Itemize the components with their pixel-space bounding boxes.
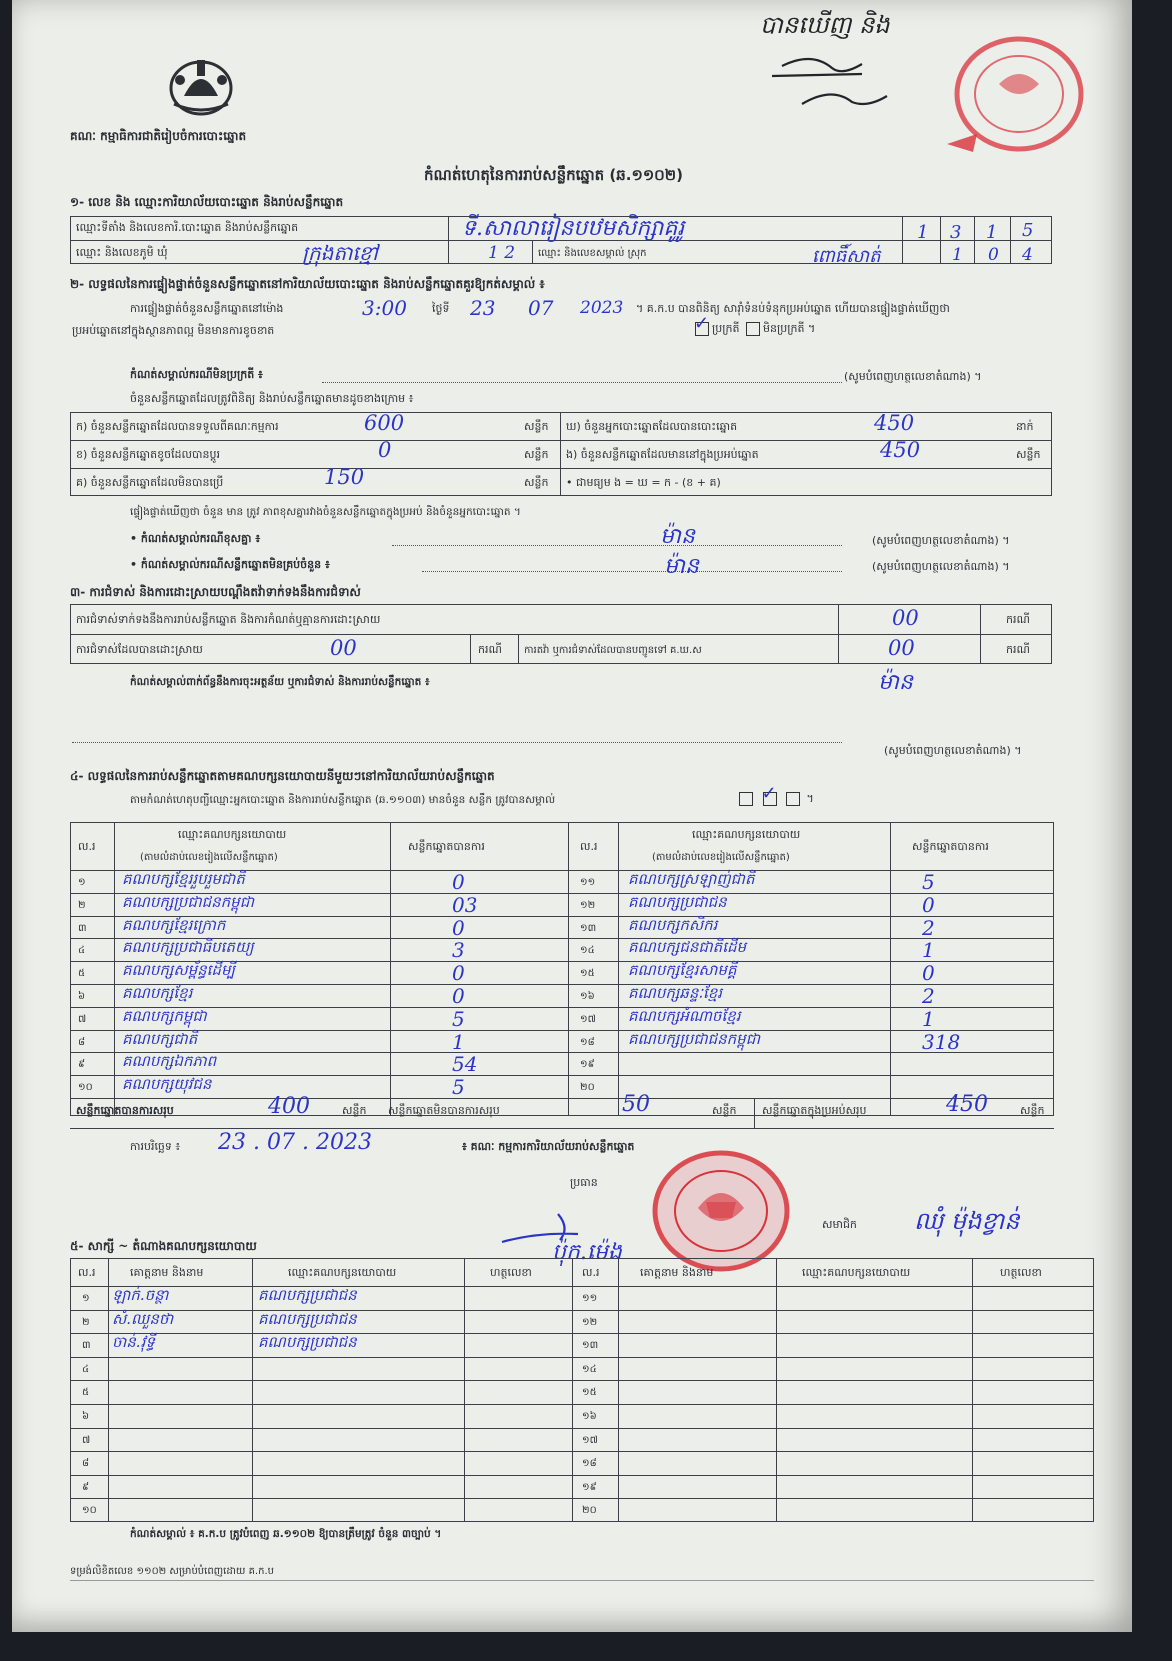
district-code-2: 0 bbox=[988, 245, 999, 265]
shortage-signature: ម៉ាន bbox=[664, 554, 699, 579]
result-row-number: ១ bbox=[78, 877, 86, 888]
result-vote-count: 1 bbox=[452, 1029, 465, 1054]
result-vote-count: 0 bbox=[922, 961, 935, 986]
result-row-number: ១២ bbox=[580, 899, 596, 911]
result-vote-count: 2 bbox=[922, 915, 935, 940]
result-party-name: គណបក្សយុវជន bbox=[122, 1075, 212, 1094]
witness-row-number: ៤ bbox=[82, 1363, 90, 1375]
unit-label: សន្លឹក bbox=[1016, 448, 1041, 461]
chair-label: ប្រធាន bbox=[570, 1176, 598, 1189]
resolved-label: ការជំទាស់ដែលបានដោះស្រាយ bbox=[76, 643, 203, 656]
result-vote-count: 1 bbox=[922, 1006, 935, 1031]
witness-row-number: ៧ bbox=[82, 1434, 91, 1446]
verify-text-a: ការផ្ទៀងផ្ទាត់ចំនួនសន្លឹកឆ្នោតនៅម៉ោង bbox=[130, 302, 284, 315]
witness-row-number: ១៨ bbox=[582, 1458, 597, 1470]
date-label: ការបរិច្ឆេទ ៖ bbox=[130, 1140, 181, 1153]
counts-intro: ចំនួនសន្លឹកឆ្នោតដែលត្រូវពិនិត្យ និងរាប់សន្លឹកឆ្នោតមានដូចខាងក្រោម ៖ bbox=[130, 392, 414, 405]
shortage-reason-label: • កំណត់សម្គាល់ករណីសន្លឹកឆ្នោតមិនគ្រប់ចំនួន ៖ bbox=[130, 558, 330, 571]
form-footer: ទម្រង់លិខិតលេខ ១១០២ សម្រាប់បំពេញដោយ គ.ក.ប bbox=[70, 1566, 274, 1577]
commune-label: ឈ្មោះ និងលេខភូមិ ឃុំ bbox=[76, 246, 168, 259]
result-vote-count: 0 bbox=[452, 984, 465, 1008]
result-vote-count: 3 bbox=[452, 938, 465, 963]
verify-day: 23 bbox=[470, 296, 496, 320]
shortage-sign-note: (សូមបំពេញហត្ថលេខាតំណាង) ។ bbox=[872, 560, 1010, 573]
verify-month: 07 bbox=[528, 296, 554, 320]
result-party-name: គណបក្សប្រជាជន bbox=[628, 892, 727, 911]
unit-label: សន្លឹក bbox=[524, 420, 549, 433]
member-signature: ឈុំ ម៉ុងខ្វាន់ bbox=[914, 1207, 1020, 1235]
verify-text-d: ប្រអប់ឆ្នោតនៅក្នុងស្ថានភាពល្អ មិនមានការខូចខាត bbox=[72, 324, 275, 337]
forwarded-value: 00 bbox=[888, 636, 915, 660]
witness-col-party: ឈ្មោះគណបក្សនយោបាយ bbox=[802, 1266, 911, 1279]
witness-col-sign: ហត្ថលេខា bbox=[490, 1266, 532, 1279]
section-3-heading: ៣- ការជំទាស់ និងការដោះស្រាយបណ្តឹងតវ៉ាទាក់ទងនឹងការជំទាស់ bbox=[70, 585, 361, 599]
results-col-no: ល.រ bbox=[78, 840, 96, 853]
result-row-number: ១៧ bbox=[580, 1013, 596, 1025]
unit-label: សន្លឹក bbox=[712, 1104, 737, 1117]
witness-row-number: ៥ bbox=[82, 1387, 90, 1399]
section-3-note-label: កំណត់សម្គាល់ពាក់ព័ន្ធនឹងការចុះអត្ថន័យ ឬការជំទាស់ និងការរាប់សន្លឹកឆ្នោត ៖ bbox=[130, 676, 430, 688]
in-box-value: 450 bbox=[880, 438, 921, 462]
section-4-intro: តាមកំណត់ហេតុបញ្ជីឈ្មោះអ្នកបោះឆ្នោត និងការរាប់សន្លឹកឆ្នោត (ឆ.១១០៣) មានចំនួន សន្លឹក ត្រូវបានសម្គាល់ bbox=[130, 794, 556, 806]
district-code-3: 4 bbox=[1022, 245, 1033, 265]
result-party-name: គណបក្សជាតិ bbox=[122, 1029, 198, 1048]
commune-code: 1 2 bbox=[488, 243, 516, 263]
normal-option-label: ប្រក្រតី bbox=[712, 322, 740, 335]
reason-label: កំណត់សម្គាល់ករណីមិនប្រក្រតី ៖ bbox=[130, 368, 263, 381]
org-name: គណៈ កម្មាធិការជាតិរៀបចំការបោះឆ្នោត bbox=[70, 129, 247, 143]
result-row-number: ១៩ bbox=[580, 1059, 595, 1071]
document-sheet bbox=[12, 0, 1132, 1632]
official-stamp-bottom bbox=[648, 1148, 794, 1274]
forwarded-label: ការតវ៉ា ឬការជំទាស់ដែលបានបញ្ជូនទៅ គ.ឃ.ស bbox=[524, 645, 702, 656]
result-party-name: គណបក្សស្រឡាញ់ជាតិ bbox=[628, 870, 755, 888]
result-vote-count: 5 bbox=[452, 1006, 465, 1031]
member-label: សមាជិក bbox=[822, 1218, 857, 1231]
result-row-number: ១៣ bbox=[580, 922, 597, 934]
result-party-name: គណបក្សឯកភាព bbox=[122, 1052, 217, 1071]
results-col-votes: សន្លឹកឆ្នោតបានការ bbox=[912, 840, 989, 853]
result-row-number: ១៤ bbox=[580, 945, 595, 957]
result-party-name: គណបក្សសម្ព័ន្ធដើម្បី bbox=[122, 961, 235, 980]
unused-label: គ) ចំនួនសន្លឹកឆ្នោតដែលមិនបានប្រើ bbox=[76, 476, 224, 489]
witness-col-no: ល.រ bbox=[78, 1266, 96, 1279]
reason-sign-note: (សូមបំពេញហត្ថលេខាតំណាង) ។ bbox=[844, 370, 982, 383]
result-party-name: គណបក្សខ្មែរសាមគ្គី bbox=[628, 961, 737, 980]
district-value: ពោធិ៍សាត់ bbox=[812, 246, 881, 267]
witness-row-number: ១៧ bbox=[582, 1434, 598, 1446]
received-value: 600 bbox=[364, 411, 405, 435]
unit-label: នាក់ bbox=[1016, 420, 1034, 433]
witness-row-number: ៣ bbox=[82, 1340, 91, 1352]
result-vote-count: 1 bbox=[922, 938, 935, 963]
witness-party: គណបក្សប្រជាជន bbox=[258, 1309, 357, 1328]
result-vote-count: 5 bbox=[922, 870, 935, 894]
result-party-name: គណបក្សខ្មែរ bbox=[122, 984, 193, 1002]
result-row-number: ១៥ bbox=[580, 968, 595, 980]
section-3-signature: ម៉ាន bbox=[878, 670, 913, 695]
valid-check-boxes: ✓ ។ bbox=[736, 792, 814, 808]
witness-name: សំ.ឈួនថា bbox=[112, 1309, 174, 1328]
section-3-sign-note: (សូមបំពេញហត្ថលេខាតំណាង) ។ bbox=[884, 744, 1022, 757]
result-vote-count: 0 bbox=[452, 870, 465, 894]
commune-value: ក្រុងតាខ្មៅ bbox=[302, 241, 378, 265]
witness-name: ចាន់.វុទ្ធី bbox=[112, 1333, 155, 1352]
witness-row-number: ១៤ bbox=[582, 1363, 597, 1375]
result-row-number: ៣ bbox=[78, 922, 87, 934]
result-party-name: គណបក្សប្រជាជនកម្ពុជា bbox=[122, 892, 254, 911]
total-box-label: សន្លឹកឆ្នោតក្នុងប្រអប់សរុប bbox=[762, 1104, 867, 1117]
verify-time: 3:00 bbox=[362, 296, 407, 320]
result-vote-count: 318 bbox=[922, 1029, 961, 1054]
district-code-1: 1 bbox=[952, 245, 963, 265]
result-row-number: ២ bbox=[78, 899, 86, 911]
witness-row-number: ១ bbox=[82, 1293, 90, 1304]
section-2-heading: ២- លទ្ធផលនៃការផ្ទៀងផ្ទាត់ចំនួនសន្លឹកឆ្នោតនៅការិយាល័យបោះឆ្នោត និងរាប់សន្លឹកឆ្នោតគួរឱ្យកត់សម្គាល់ ៖ bbox=[70, 277, 545, 291]
station-code-2: 3 bbox=[950, 222, 962, 243]
results-col-votes: សន្លឹកឆ្នោតបានការ bbox=[408, 840, 485, 853]
official-stamp-top bbox=[947, 34, 1089, 156]
top-handwritten-note: បានឃើញ និង bbox=[760, 11, 890, 39]
result-vote-count: 0 bbox=[452, 915, 465, 940]
box-condition-yes: ✓ ប្រក្រតី មិនប្រក្រតី ។ bbox=[694, 313, 816, 335]
witness-col-name: គោត្តនាម និងនាម bbox=[130, 1266, 204, 1279]
total-valid-value: 400 bbox=[268, 1094, 310, 1119]
witness-row-number: ១៩ bbox=[582, 1481, 597, 1493]
result-row-number: ១១ bbox=[580, 877, 596, 888]
result-vote-count: 0 bbox=[922, 892, 935, 917]
date-value: 23 . 07 . 2023 bbox=[218, 1130, 372, 1155]
total-valid-label: សន្លឹកឆ្នោតបានការសរុប bbox=[76, 1104, 174, 1117]
results-col-party-sub: (តាមលំដាប់លេខរៀងលើសន្លឹកឆ្នោត) bbox=[140, 852, 278, 863]
witness-col-name: គោត្តនាម និងនាម bbox=[640, 1266, 714, 1279]
witness-row-number: ៦ bbox=[82, 1411, 90, 1422]
witness-col-sign: ហត្ថលេខា bbox=[1000, 1266, 1042, 1279]
verify-text-c: ។ គ.ក.ប បានពិនិត្យ សារ៉ាំទំនប់ទំនុកប្រអប់ឆ្នោត ហើយបានផ្ទៀងផ្ទាត់ឃើញថា bbox=[636, 302, 950, 315]
committee-label: ៖ គណៈ កម្មការការិយាល័យរាប់សន្លឹកឆ្នោត bbox=[462, 1140, 635, 1153]
chair-signature: ប៉ុក.ម៉េង bbox=[552, 1240, 622, 1265]
section-1-heading: ១- លេខ និង ឈ្មោះការិយាល័យបោះឆ្នោត និងរាប់សន្លឹកឆ្នោត bbox=[70, 195, 344, 209]
district-label: ឈ្មោះ និងលេខសម្គាល់ ស្រុក bbox=[538, 248, 647, 259]
cases-unit: ករណី bbox=[1006, 643, 1030, 656]
discrepancy-text: ផ្ទៀងផ្ទាត់ឃើញថា ចំនួន មាន ត្រូវ ភាពខុសគ្នារវាងចំនួនសន្លឹកឆ្នោតក្នុងប្រអប់ និងចំនួនអ្នកបោះឆ្នោត ។ bbox=[130, 506, 521, 518]
results-col-no: ល.រ bbox=[580, 840, 598, 853]
result-row-number: ៩ bbox=[78, 1059, 86, 1071]
witness-row-number: ១១ bbox=[582, 1293, 598, 1304]
unit-label: សន្លឹក bbox=[342, 1104, 367, 1117]
result-party-name: គណបក្សកម្ពុជា bbox=[122, 1006, 207, 1025]
abnormal-option-label: មិនប្រក្រតី bbox=[763, 322, 805, 335]
result-party-name: គណបក្សអំណាចខ្មែរ bbox=[628, 1006, 741, 1025]
unused-value: 150 bbox=[324, 465, 365, 489]
result-vote-count: 03 bbox=[452, 892, 478, 917]
witness-row-number: ២ bbox=[82, 1316, 90, 1328]
witness-col-party: ឈ្មោះគណបក្សនយោបាយ bbox=[288, 1266, 397, 1279]
top-signature bbox=[772, 56, 892, 116]
unit-label: សន្លឹក bbox=[524, 448, 549, 461]
witness-row-number: ១៦ bbox=[582, 1411, 597, 1422]
result-party-name: គណបក្សខ្មែររួបរួមជាតិ bbox=[122, 870, 245, 888]
result-party-name: គណបក្សជនជាតិដើម bbox=[628, 938, 746, 957]
station-code-1: 1 bbox=[917, 222, 929, 243]
voted-value: 450 bbox=[874, 411, 915, 435]
result-row-number: ១៦ bbox=[580, 991, 595, 1002]
witness-name: ឡាក់.ចន្ថា bbox=[112, 1286, 169, 1304]
result-row-number: ៦ bbox=[78, 991, 86, 1002]
form-title: កំណត់ហេតុនៃការរាប់សន្លឹកឆ្នោត (ឆ.១១០២) bbox=[424, 166, 684, 184]
result-row-number: ៧ bbox=[78, 1013, 87, 1025]
complaints-label: ការជំទាស់ទាក់ទងនឹងការរាប់សន្លឹកឆ្នោត និងការកំណត់ឬគ្មានការដោះស្រាយ bbox=[76, 613, 381, 626]
witness-col-no: ល.រ bbox=[582, 1266, 600, 1279]
result-row-number: ៨ bbox=[78, 1036, 86, 1048]
spoiled-value: 0 bbox=[378, 438, 392, 462]
received-label: ក) ចំនួនសន្លឹកឆ្នោតដែលបានទទួលពីគណៈកម្មការ bbox=[76, 420, 279, 433]
result-party-name: គណបក្សប្រជាធិបតេយ្យ bbox=[122, 938, 254, 957]
unit-label: សន្លឹក bbox=[524, 476, 549, 489]
witness-row-number: ១២ bbox=[582, 1316, 598, 1328]
witness-row-number: ៩ bbox=[82, 1481, 90, 1493]
witness-party: គណបក្សប្រជាជន bbox=[258, 1333, 357, 1352]
result-vote-count: 2 bbox=[922, 984, 935, 1008]
result-row-number: ៤ bbox=[78, 945, 86, 957]
result-row-number: ២០ bbox=[580, 1082, 595, 1094]
chair-signature-stroke bbox=[498, 1210, 618, 1250]
in-box-label: ង) ចំនួនសន្លឹកឆ្នោតដែលមាននៅក្នុងប្រអប់ឆ្នោត bbox=[566, 448, 759, 461]
result-party-name: គណបក្សខ្មែរក្រោក bbox=[122, 915, 226, 934]
cases-unit: ករណី bbox=[478, 643, 502, 656]
resolved-value: 00 bbox=[330, 636, 357, 660]
station-code-3: 1 bbox=[986, 222, 998, 243]
result-vote-count: 0 bbox=[452, 961, 465, 986]
results-col-party: ឈ្មោះគណបក្សនយោបាយ bbox=[692, 828, 801, 841]
result-row-number: ១៨ bbox=[580, 1036, 595, 1048]
voted-label: ឃ) ចំនួនអ្នកបោះឆ្នោតដែលបានបោះឆ្នោត bbox=[566, 420, 738, 433]
complaints-value: 00 bbox=[892, 606, 919, 630]
spoiled-label: ខ) ចំនួនសន្លឹកឆ្នោតខូចដែលបានប្តូរ bbox=[76, 448, 220, 461]
section-4-heading: ៤- លទ្ធផលនៃការរាប់សន្លឹកឆ្នោតតាមគណបក្សនយោបាយនីមួយៗនៅការិយាល័យរាប់សន្លឹកឆ្នោត bbox=[70, 769, 495, 783]
footnote: កំណត់សម្គាល់ ៖ គ.ក.ប ត្រូវបំពេញ ឆ.១១០២ ឱ្យបានត្រឹមត្រូវ ចំនួន ៣ច្បាប់ ។ bbox=[130, 1528, 442, 1540]
station-code-4: 5 bbox=[1022, 220, 1034, 241]
location-value: ទី.សាលារៀនបឋមសិក្សាគូរូ bbox=[462, 216, 685, 241]
discrepancy-reason-label: • កំណត់សម្គាល់ករណីខុសគ្នា ៖ bbox=[130, 532, 261, 545]
witness-party: គណបក្សប្រជាជន bbox=[258, 1286, 357, 1304]
witness-row-number: ២០ bbox=[582, 1505, 597, 1517]
total-invalid-label: សន្លឹកឆ្នោតមិនបានការសរុប bbox=[388, 1104, 500, 1117]
national-emblem-icon bbox=[164, 52, 238, 118]
result-party-name: គណបក្សប្រជាជនកម្ពុជា bbox=[628, 1029, 760, 1048]
total-box-value: 450 bbox=[946, 1092, 988, 1117]
formula-label: • ជាមធ្យម ង = ឃ = ក - (ខ + គ) bbox=[566, 476, 721, 489]
result-row-number: ១០ bbox=[78, 1082, 93, 1094]
result-vote-count: 54 bbox=[452, 1052, 478, 1077]
result-party-name: គណបក្សកសិករ bbox=[628, 915, 718, 934]
discrepancy-signature: ម៉ាន bbox=[660, 524, 695, 549]
verify-text-b: ថ្ងៃទី bbox=[432, 302, 450, 315]
result-row-number: ៥ bbox=[78, 968, 86, 980]
section-5-heading: ៥- សាក្សី ~ តំណាងគណបក្សនយោបាយ bbox=[70, 1239, 257, 1253]
witness-row-number: ១៥ bbox=[582, 1387, 597, 1399]
results-col-party-sub: (តាមលំដាប់លេខរៀងលើសន្លឹកឆ្នោត) bbox=[652, 852, 790, 863]
verify-year: 2023 bbox=[580, 298, 624, 318]
discrepancy-sign-note: (សូមបំពេញហត្ថលេខាតំណាង) ។ bbox=[872, 534, 1010, 547]
cases-unit: ករណី bbox=[1006, 613, 1030, 626]
witness-row-number: ១៣ bbox=[582, 1340, 599, 1352]
witness-row-number: ១០ bbox=[82, 1505, 97, 1517]
results-col-party: ឈ្មោះគណបក្សនយោបាយ bbox=[178, 828, 287, 841]
location-label: ឈ្មោះទីតាំង និងលេខការិ.បោះឆ្នោត និងរាប់សន្លឹកឆ្នោត bbox=[76, 221, 299, 234]
witness-row-number: ៨ bbox=[82, 1458, 90, 1470]
result-party-name: គណបក្សឆន្ទៈខ្មែរ bbox=[628, 984, 723, 1002]
result-vote-count: 5 bbox=[452, 1075, 465, 1100]
unit-label: សន្លឹក bbox=[1020, 1104, 1045, 1117]
total-invalid-value: 50 bbox=[622, 1092, 650, 1117]
